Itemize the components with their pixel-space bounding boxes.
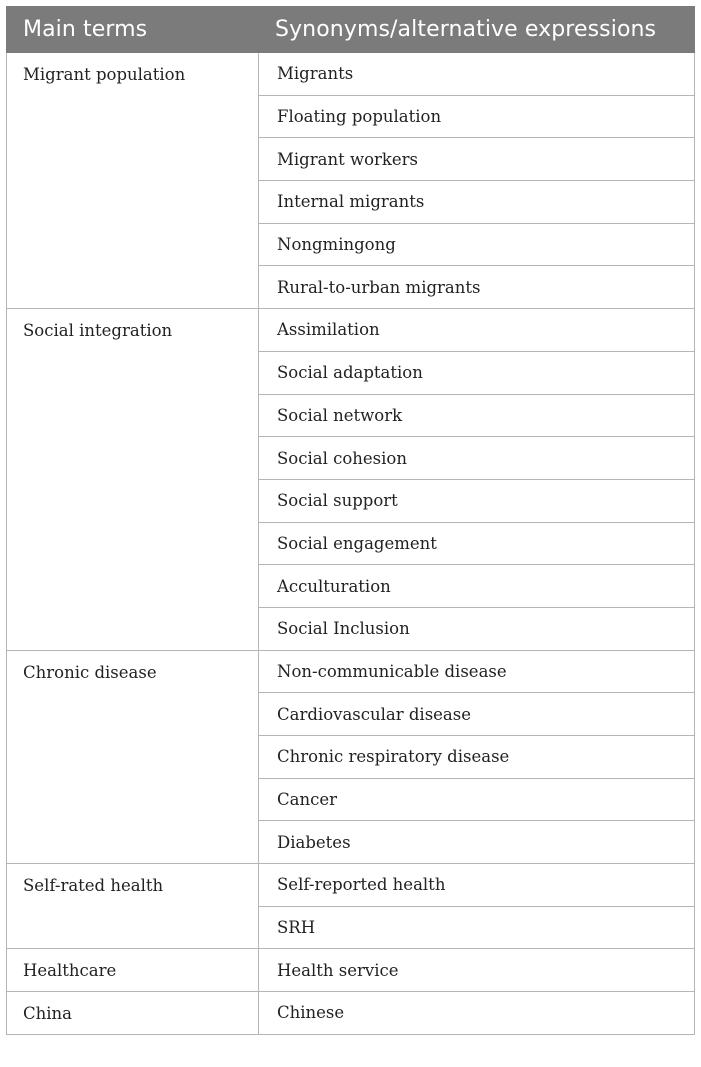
synonym-cell: Chronic respiratory disease: [259, 736, 695, 779]
synonym-cell: Diabetes: [259, 821, 695, 864]
table-row: [7, 949, 695, 992]
synonym-cell: Health service: [259, 949, 695, 992]
synonym-cell: Social engagement: [259, 522, 695, 565]
table-row: [7, 650, 695, 693]
terms-table-container: [6, 6, 694, 1035]
synonym-cell: SRH: [259, 906, 695, 949]
synonym-cell: Migrants: [259, 53, 695, 96]
synonym-cell: Rural-to-urban migrants: [259, 266, 695, 309]
table-row: [7, 53, 695, 96]
header-synonyms: Synonyms/alternative expressions: [259, 7, 695, 53]
synonym-cell: Social network: [259, 394, 695, 437]
table-header: [7, 7, 695, 53]
synonym-cell: Chinese: [259, 992, 695, 1035]
synonym-cell: Internal migrants: [259, 181, 695, 224]
synonym-cell: Migrant workers: [259, 138, 695, 181]
search-terms-table: [6, 6, 695, 1035]
synonym-cell: Nongmingong: [259, 223, 695, 266]
header-main-terms: Main terms: [7, 7, 259, 53]
main-term-cell: Healthcare: [7, 949, 259, 992]
synonym-cell: Social cohesion: [259, 437, 695, 480]
main-term-cell: Self-rated health: [7, 864, 259, 949]
synonym-cell: Non-communicable disease: [259, 650, 695, 693]
synonym-cell: Acculturation: [259, 565, 695, 608]
synonym-cell: Social adaptation: [259, 351, 695, 394]
table-body: [7, 53, 695, 1035]
table-row: [7, 309, 695, 352]
synonym-cell: Cancer: [259, 778, 695, 821]
synonym-cell: Self-reported health: [259, 864, 695, 907]
main-term-cell: Social integration: [7, 309, 259, 651]
table-row: [7, 992, 695, 1035]
synonym-cell: Social support: [259, 479, 695, 522]
main-term-cell: China: [7, 992, 259, 1035]
main-term-cell: Chronic disease: [7, 650, 259, 863]
main-term-cell: Migrant population: [7, 53, 259, 309]
synonym-cell: Floating population: [259, 95, 695, 138]
synonym-cell: Cardiovascular disease: [259, 693, 695, 736]
header-row: [7, 7, 695, 53]
table-row: [7, 864, 695, 907]
synonym-cell: Assimilation: [259, 309, 695, 352]
synonym-cell: Social Inclusion: [259, 607, 695, 650]
